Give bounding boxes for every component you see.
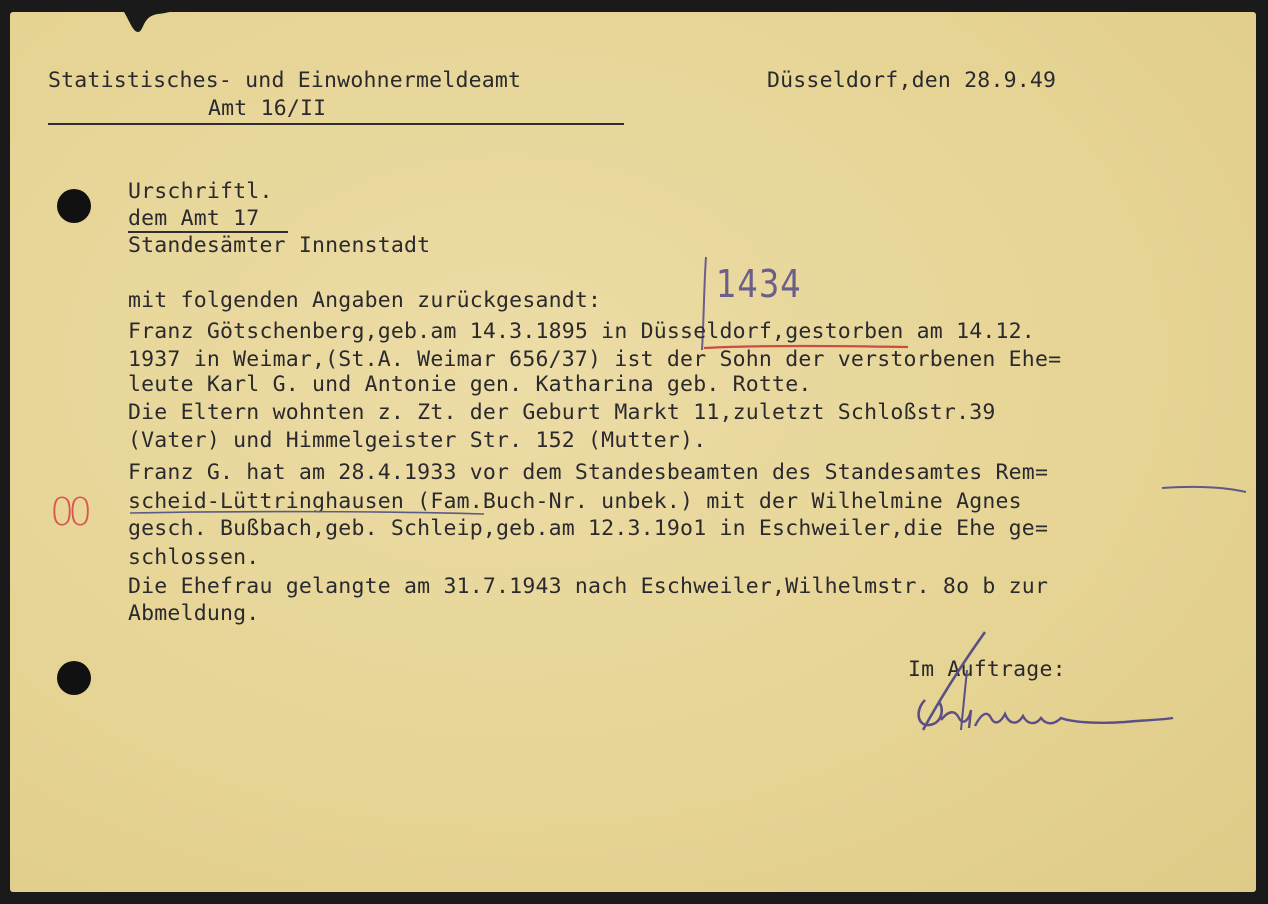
body-line-11: Die Ehefrau gelangte am 31.7.1943 nach Eschweiler,Wilhelmstr. 8o b zur [128,574,1049,599]
red-underline-mark [702,342,912,352]
place-and-date: Düsseldorf,den 28.9.49 [767,68,1057,93]
handwritten-number: 1434 [716,262,802,306]
address-line-3: Standesämter Innenstadt [128,233,431,258]
red-margin-mark: 00 [50,490,87,534]
body-line-1: mit folgenden Angaben zurückgesandt: [128,288,602,313]
body-line-6: (Vater) und Himmelgeister Str. 152 (Mutter). [128,428,707,453]
punch-hole-bottom [57,661,91,695]
office-name: Statistisches- und Einwohnermeldeamt [48,68,522,93]
address-line-1: Urschriftl. [128,179,273,204]
body-line-2: Franz Götschenberg,geb.am 14.3.1895 in Düsseldorf,gestorben am 14.12. [128,319,1035,344]
handwritten-signature [905,630,1175,740]
body-line-7: Franz G. hat am 28.4.1933 vor dem Standesbeamten des Standesamtes Rem= [128,460,1049,485]
header-rule [48,123,624,125]
body-line-9: gesch. Bußbach,geb. Schleip,geb.am 12.3.19o1 in Eschweiler,die Ehe ge= [128,516,1049,541]
body-line-4: leute Karl G. und Antonie gen. Katharina geb. Rotte. [128,372,812,397]
pencil-underline-luttringhausen [128,508,488,520]
punch-hole-top [57,189,91,223]
address-line-2: dem Amt 17 [128,206,260,231]
body-line-12: Abmeldung. [128,601,260,626]
closing-formula: Im Auftrage: [908,657,1066,682]
document-card [10,12,1256,892]
ink-blot [118,12,198,46]
body-line-5: Die Eltern wohnten z. Zt. der Geburt Markt 11,zuletzt Schloßstr.39 [128,400,996,425]
pencil-underline-remscheid [1160,484,1250,496]
body-line-8: scheid-Lüttringhausen (Fam.Buch-Nr. unbek.) mit der Wilhelmine Agnes [128,489,1022,514]
body-line-3: 1937 in Weimar,(St.A. Weimar 656/37) ist der Sohn der verstorbenen Ehe= [128,347,1062,372]
office-department: Amt 16/II [208,96,327,121]
body-line-10: schlossen. [128,545,260,570]
